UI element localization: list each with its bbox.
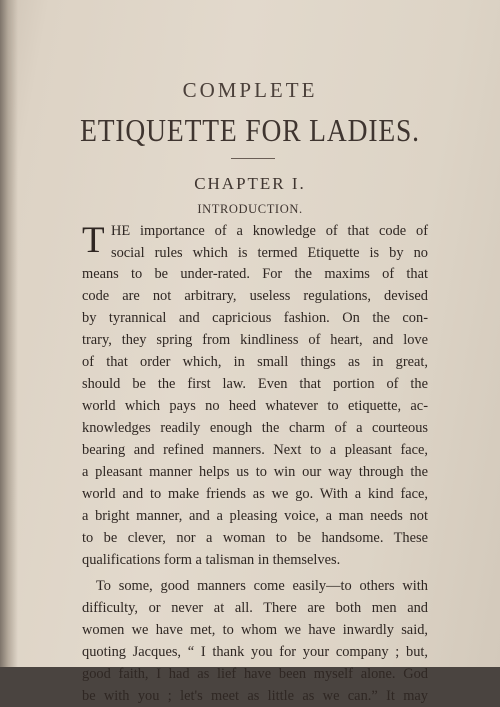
body-line: means to be under-rated. For the maxims of that <box>82 266 428 282</box>
body-line: to be clever, nor a woman to be handsome. These <box>82 530 428 546</box>
body-line: be with you ; let's meet as little as we can.” It may <box>82 688 428 704</box>
body-line: bearing and refined manners. Next to a pleasant face, <box>82 442 428 458</box>
body-line: should be the first law. Even that portion of the <box>82 376 428 392</box>
chapter-heading: CHAPTER I. <box>194 174 306 193</box>
body-line: difficulty, or never at all. There are both men and <box>82 600 428 616</box>
book-title-main: ETIQUETTE FOR LADIES. <box>80 112 420 148</box>
body-line: women we have met, to whom we have inwardly said, <box>82 622 428 638</box>
body-line: code are not arbitrary, useless regulations, devised <box>82 288 428 304</box>
body-line: knowledges readily enough the charm of a courteous <box>82 420 428 436</box>
body-line: good faith, I had as lief have been myself alone. God <box>82 666 428 682</box>
body-line: a bright manner, and a pleasing voice, a man needs not <box>82 508 428 524</box>
body-line: world and to make friends as we go. With a kind face, <box>82 486 428 502</box>
chapter-subheading: INTRODUCTION. <box>197 202 303 216</box>
body-line: a pleasant manner helps us to win our way through the <box>82 464 428 480</box>
body-line: of that order which, in small things as in great, <box>82 354 428 370</box>
body-line: social rules which is termed Etiquette is by no <box>111 245 428 261</box>
book-title-top: COMPLETE <box>182 78 318 102</box>
body-line: world which pays no heed whatever to etiquette, ac- <box>82 398 428 414</box>
body-line: HE importance of a knowledge of that code of <box>111 223 428 239</box>
body-line: qualifications form a talisman in themselves. <box>82 552 341 568</box>
body-line: To some, good manners come easily—to others with <box>96 578 428 594</box>
title-divider-rule <box>231 158 275 159</box>
body-line: trary, they spring from kindliness of heart, and love <box>82 332 428 348</box>
body-line: quoting Jacques, “ I thank you for your company ; but, <box>82 644 428 660</box>
body-line: by tyrannical and capricious fashion. On the con- <box>82 310 428 326</box>
drop-cap: T <box>82 220 105 261</box>
